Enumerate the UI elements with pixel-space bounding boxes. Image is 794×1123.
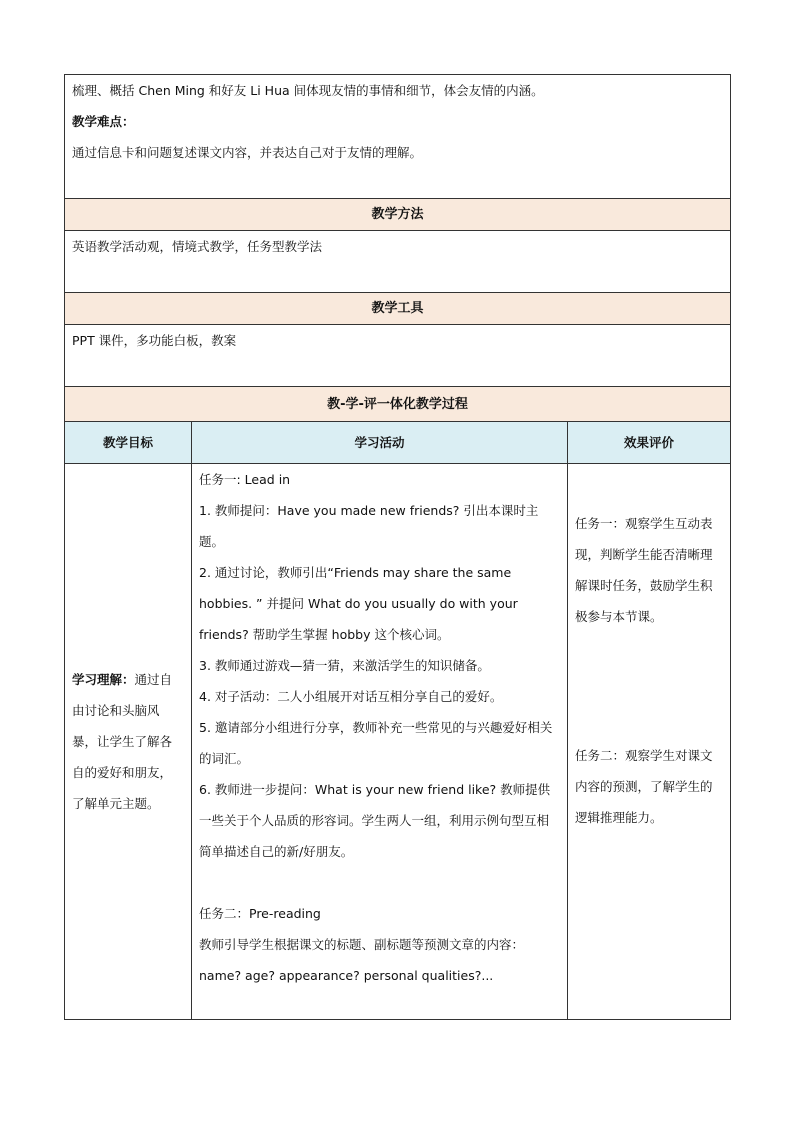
activity-item: 2. 通过讨论，教师引出“Friends may share the same hobbies. ” 并提问 What do you usually do with your friends? 帮助学生掌握 hobby 这个核心词。 <box>199 565 518 642</box>
col-goal-header: 教学目标 <box>65 422 192 464</box>
activity-cell <box>192 464 568 1020</box>
process-row <box>65 464 731 1020</box>
task1-title: 任务一: Lead in <box>199 472 291 487</box>
objectives-row <box>65 75 731 199</box>
activity-item: 5. 邀请部分小组进行分享，教师补充一些常见的与兴趣爱好相关的词汇。 <box>199 720 553 766</box>
tools-header: 教学工具 <box>65 293 731 325</box>
difficulty-label: 教学难点： <box>72 114 135 129</box>
eval-cell <box>568 464 731 1020</box>
col-activity-header: 学习活动 <box>192 422 568 464</box>
activity-item: 教师引导学生根据课文的标题、副标题等预测文章的内容：name? age? appearance? personal qualities?... <box>199 937 525 983</box>
eval-task2: 任务二：观察学生对课文内容的预测，了解学生的逻辑推理能力。 <box>575 748 713 825</box>
methods-header: 教学方法 <box>65 199 731 231</box>
goal-label: 学习理解： <box>72 672 135 687</box>
column-header-row <box>65 422 731 464</box>
process-header: 教-学-评一体化教学过程 <box>65 387 731 422</box>
col-eval-header: 效果评价 <box>568 422 731 464</box>
spacer <box>199 867 560 898</box>
lesson-plan-page <box>64 74 730 1020</box>
tools-text: PPT 课件，多功能白板，教案 <box>65 325 731 387</box>
methods-text: 英语教学活动观，情境式教学，任务型教学法 <box>65 231 731 293</box>
eval-task1: 任务一：观察学生互动表现，判断学生能否清晰理解课时任务，鼓励学生积极参与本节课。 <box>575 516 713 624</box>
lesson-plan-table <box>64 74 731 1020</box>
activity-item: 6. 教师进一步提问：What is your new friend like? 教师提供一些关于个人品质的形容词。学生两人一组，利用示例句型互相简单描述自己的新/好朋友。 <box>199 782 551 859</box>
goal-text: 通过自由讨论和头脑风暴，让学生了解各自的爱好和朋友，了解单元主题。 <box>72 672 173 811</box>
objective-text: 梳理、概括 Chen Ming 和好友 Li Hua 间体现友情的事情和细节，体会友情的内涵。 <box>72 83 544 98</box>
difficulty-text: 通过信息卡和问题复述课文内容，并表达自己对于友情的理解。 <box>72 145 423 160</box>
activity-item: 1. 教师提问：Have you made new friends? 引出本课时主题。 <box>199 503 539 549</box>
activity-item: 4. 对子活动：二人小组展开对话互相分享自己的爱好。 <box>199 689 503 704</box>
task2-title: 任务二：Pre-reading <box>199 906 321 921</box>
goal-cell <box>65 464 192 1020</box>
activity-item: 3. 教师通过游戏—猜一猜，来激活学生的知识储备。 <box>199 658 490 673</box>
